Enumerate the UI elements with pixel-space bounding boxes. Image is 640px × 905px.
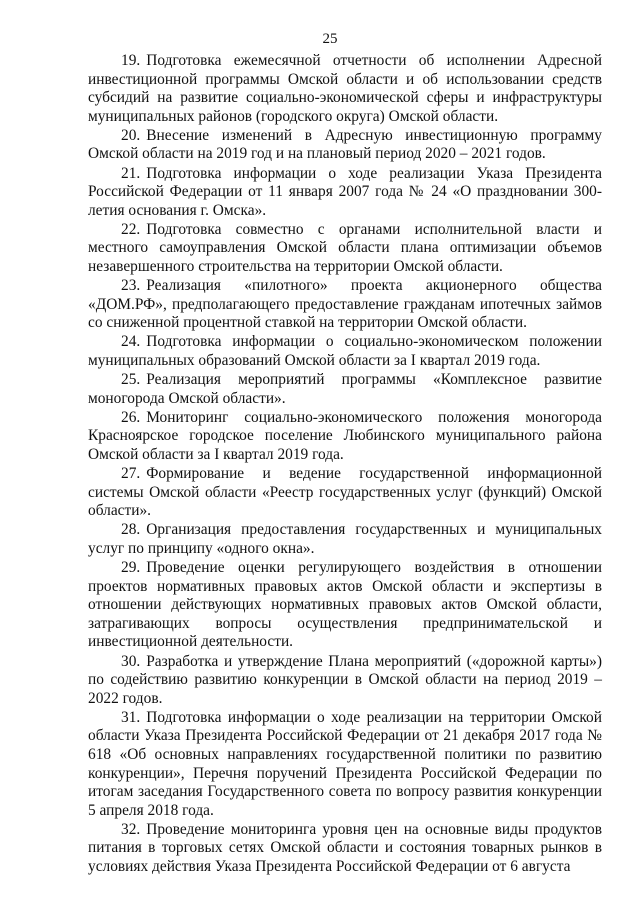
item-text: Внесение изменений в Адресную инвестиционную программу Омской области на 2019 год и на плановый период 2020 – 2021 годов. xyxy=(88,126,602,163)
numbered-list xyxy=(88,52,602,877)
list-item xyxy=(88,409,602,465)
item-text: Подготовка информации о ходе реализации Указа Президента Российской Федерации от 11 января 2007 года № 24 «О праздновании 300-летия основания г. Омска». xyxy=(88,164,602,219)
list-item xyxy=(88,127,602,164)
item-number: 25. xyxy=(121,371,141,389)
item-text: Мониторинг социально-экономического положения моногорода Красноярское городское поселение Любинского муниципального района Омской области за I квартал 2019 года. xyxy=(88,408,602,463)
item-text: Проведение мониторинга уровня цен на основные виды продуктов питания в торговых сетях Омской области и состояния товарных рынков в условиях действия Указа Президента Российской Федерации от 6 августа xyxy=(88,820,602,876)
item-number: 19. xyxy=(121,52,141,69)
item-number: 28. xyxy=(121,521,141,539)
item-number: 23. xyxy=(121,277,141,295)
item-text: Подготовка информации о ходе реализации на территории Омской области Указа Президента Российской Федерации от 21 декабря 2017 года № 618 «Об основных направлениях государственной политики по развитию конкуренции», Перечня поручений Президента Российской Федерации по итогам заседания Государственного совета по вопросу развития конкуренции 5 апреля 2018 года. xyxy=(88,708,602,819)
list-item xyxy=(88,52,602,126)
item-text: Реализация мероприятий программы «Комплексное развитие моногорода Омской области». xyxy=(88,371,602,407)
item-text: Разработка и утверждение Плана мероприятий («дорожной карты») по содействию развитию конкуренции в Омской области на период 2019 – 2022 годов. xyxy=(88,652,602,707)
list-item xyxy=(88,333,602,370)
item-text: Формирование и ведение государственной информационной системы Омской области «Реестр государственных услуг (функций) Омской области». xyxy=(88,465,602,520)
item-number: 20. xyxy=(121,126,141,144)
item-text: Организация предоставления государственных и муниципальных услуг по принципу «одного окна». xyxy=(88,521,602,557)
item-number: 30. xyxy=(121,652,141,670)
list-item xyxy=(88,559,602,652)
item-number: 26. xyxy=(121,408,141,426)
item-number: 24. xyxy=(121,333,141,351)
item-text: Подготовка совместно с органами исполнительной власти и местного самоуправления Омской области плана оптимизации объемов незавершенного строительства на территории Омской области. xyxy=(88,220,602,276)
item-text: Подготовка информации о социально-экономическом положении муниципальных образований Омской области за I квартал 2019 года. xyxy=(88,333,602,369)
list-item xyxy=(88,371,602,408)
item-number: 27. xyxy=(121,465,141,483)
list-item xyxy=(88,221,602,277)
item-number: 31. xyxy=(121,708,141,726)
list-item xyxy=(88,165,602,221)
item-text: Реализация «пилотного» проекта акционерного общества «ДОМ.РФ», предполагающего предоставление гражданам ипотечных займов со сниженной процентной ставкой на территории Омской области. xyxy=(88,277,602,332)
item-number: 22. xyxy=(121,220,141,238)
list-item xyxy=(88,653,602,709)
item-number: 21. xyxy=(121,164,141,182)
list-item xyxy=(88,277,602,333)
list-item xyxy=(88,521,602,558)
item-text: Проведение оценки регулирующего воздействия в отношении проектов нормативных правовых актов Омской области и экспертизы в отношении действующих нормативных правовых актов Омской области, затрагивающих вопросы осуществления предпринимательской и инвестиционной деятельности. xyxy=(88,559,602,651)
page-number: 25 xyxy=(322,31,338,47)
item-text: Подготовка ежемесячной отчетности об исполнении Адресной инвестиционной программы Омской области и об использовании средств субсидий на развитие социально-экономической сферы и инфраструктуры муниципальных районов (городского округа) Омской области. xyxy=(88,52,602,125)
list-item xyxy=(88,465,602,521)
item-number: 32. xyxy=(121,820,141,838)
list-item xyxy=(88,709,602,821)
item-number: 29. xyxy=(121,559,141,577)
list-item xyxy=(88,821,602,877)
